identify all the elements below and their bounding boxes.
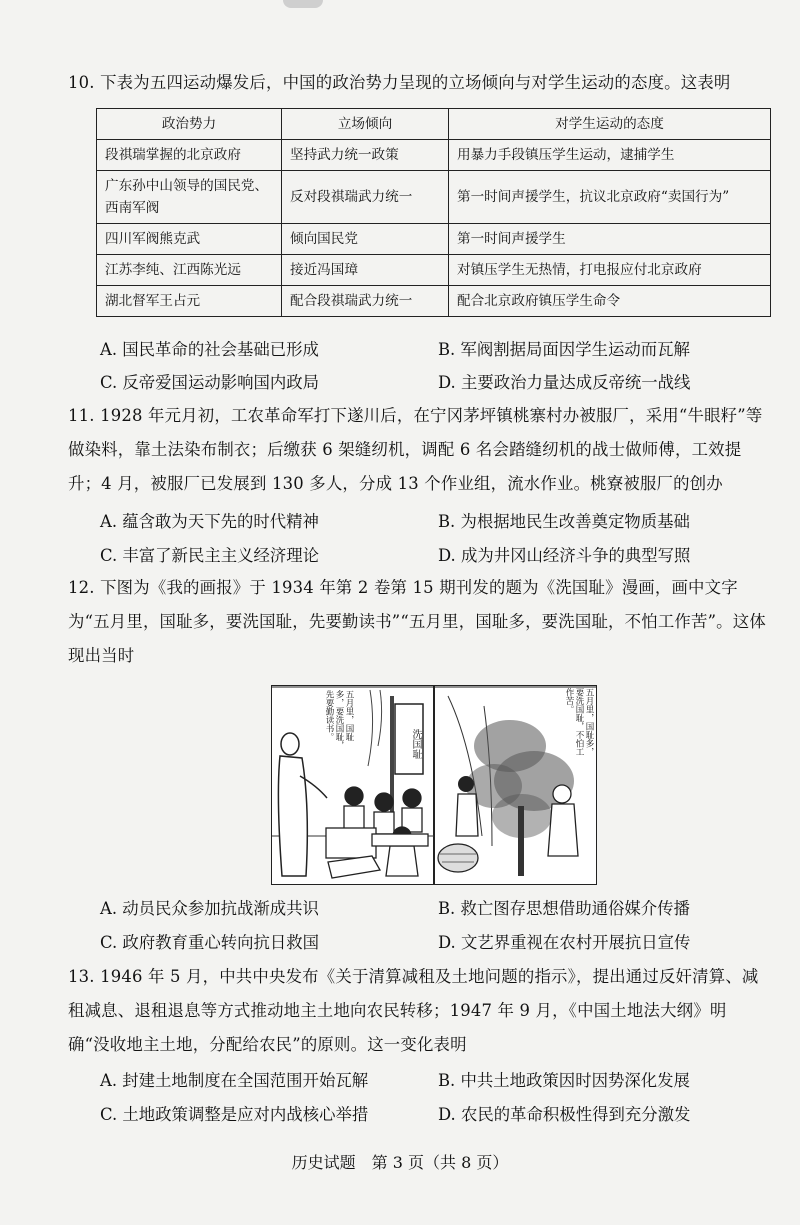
table-row [97,140,771,171]
table-header: 立场倾向 [282,109,449,140]
q13-option-b: B. 中共土地政策因时因势深化发展 [438,1071,690,1090]
table-row [97,286,771,317]
q11-option-c: C. 丰富了新民主主义经济理论 [100,546,320,565]
question-11-stem: 11. 1928 年元月初，工农革命军打下遂川后，在宁冈茅坪镇桃寨村办被服厂，采用“牛眼籽”等做染料，靠土法染布制衣；后缴获 6 架缝纫机，调配 6 名会踏缝纫机的战士做师傅，工效提升；4 月，被服厂已发展到 130 多人，分成 13 个作业组，流水作业。桃寮被服厂的创办 [68,406,763,493]
q12-option-d: D. 文艺界重视在农村开展抗日宣传 [438,933,691,952]
q10-option-a: A. 国民革命的社会基础已形成 [100,340,319,359]
q12-option-c: C. 政府教育重心转向抗日救国 [100,933,320,952]
q12-option-b: B. 救亡图存思想借助通俗媒介传播 [438,899,690,918]
table-cell: 四川军阀熊克武 [97,224,282,255]
table-cell: 接近冯国璋 [282,255,449,286]
table-header-row [97,109,771,140]
q10-option-d: D. 主要政治力量达成反帝统一战线 [438,373,691,392]
table-row [97,171,771,224]
q13-option-c: C. 土地政策调整是应对内战核心举措 [100,1105,369,1124]
question-12-stem: 12. 下图为《我的画报》于 1934 年第 2 卷第 15 期刊发的题为《洗国耻》漫画，画中文字为“五月里，国耻多，要洗国耻，先要勤读书”“五月里，国耻多，要洗国耻，不怕工作苦”。这体现出当时 [68,578,766,665]
q11-option-d: D. 成为井冈山经济斗争的典型写照 [438,546,691,565]
q11-option-b: B. 为根据地民生改善奠定物质基础 [438,512,690,531]
question-10-table [96,108,771,317]
table-cell: 反对段祺瑞武力统一 [282,171,449,224]
table-cell: 段祺瑞掌握的北京政府 [97,140,282,171]
table-cell: 对镇压学生无热情，打电报应付北京政府 [449,255,771,286]
table-cell: 江苏李纯、江西陈光远 [97,255,282,286]
table-row [97,224,771,255]
question-10-stem: 10. 下表为五四运动爆发后，中国的政治势力呈现的立场倾向与对学生运动的态度。这表明 [68,73,731,92]
q12-option-a: A. 动员民众参加抗战渐成共识 [100,899,319,918]
table-cell: 用暴力手段镇压学生运动，逮捕学生 [449,140,771,171]
table-cell: 倾向国民党 [282,224,449,255]
table-cell: 广东孙中山领导的国民党、西南军阀 [97,171,282,224]
table-cell: 坚持武力统一政策 [282,140,449,171]
table-cell: 湖北督军王占元 [97,286,282,317]
table-cell: 第一时间声援学生 [449,224,771,255]
table-header: 政治势力 [97,109,282,140]
comic-text-left: 五月里，国耻多，要洗国耻，先要勤读书。 [324,690,354,750]
q11-option-a: A. 蕴含敢为天下先的时代精神 [100,512,319,531]
comic-text-right: 五月里，国耻多，要洗国耻，不怕工作苦。 [564,688,594,756]
table-cell: 第一时间声援学生，抗议北京政府“卖国行为” [449,171,771,224]
q10-option-b: B. 军阀割据局面因学生运动而瓦解 [438,340,690,359]
table-row [97,255,771,286]
q13-option-d: D. 农民的革命积极性得到充分激发 [438,1105,691,1124]
table-header: 对学生运动的态度 [449,109,771,140]
scan-mark [283,0,323,8]
table-cell: 配合北京政府镇压学生命令 [449,286,771,317]
question-13-stem: 13. 1946 年 5 月，中共中央发布《关于清算减租及土地问题的指示》，提出通过反奸清算、减租减息、退租退息等方式推动地主土地向农民转移；1947 年 9 月，《中国土地法大纲》明确“没收地主土地，分配给农民”的原则。这一变化表明 [68,967,759,1054]
q13-option-a: A. 封建土地制度在全国范围开始瓦解 [100,1071,369,1090]
table-cell: 配合段祺瑞武力统一 [282,286,449,317]
cartoon-image [271,685,597,885]
q10-option-c: C. 反帝爱国运动影响国内政局 [100,373,320,392]
comic-sign-text: 洗国耻 [410,729,421,759]
page-footer: 历史试题 第 3 页（共 8 页） [291,1153,509,1172]
